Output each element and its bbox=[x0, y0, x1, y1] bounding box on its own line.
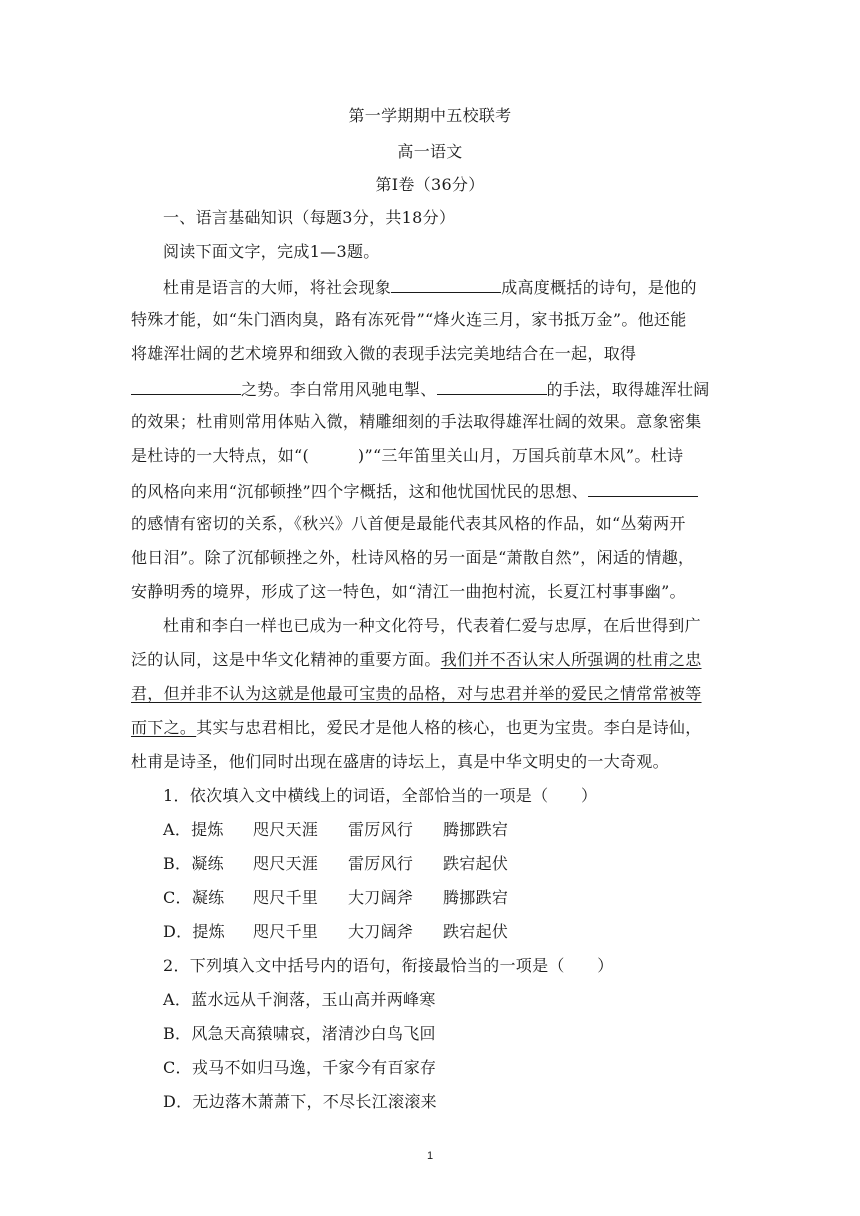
option-text: C．凝练 bbox=[163, 888, 225, 907]
option-text: 跌宕起伏 bbox=[443, 854, 509, 873]
option-text: D．提炼 bbox=[163, 922, 226, 941]
passage-line: 杜甫是诗圣，他们同时出现在盛唐的诗坛上，真是中华文明史的一大奇观。 bbox=[131, 752, 669, 771]
option-text: B．凝练 bbox=[163, 854, 224, 873]
volume-title: 第Ⅰ卷（36分） bbox=[375, 175, 485, 194]
option-text: 咫尺天涯 bbox=[253, 854, 319, 873]
passage-line: 杜甫和李白一样也已成为一种文化符号，代表着仁爱与忠厚，在后世得到广 bbox=[163, 616, 701, 635]
option-text: 腾挪跌宕 bbox=[443, 820, 509, 839]
passage-line: 特殊才能，如“朱门酒肉臭，路有冻死骨”“烽火连三月，家书抵万金”。他还能 bbox=[131, 310, 687, 329]
question-option bbox=[163, 820, 508, 840]
passage-text: 其实与忠君相比，爱民才是他人格的核心，也更为宝贵。李白是诗仙， bbox=[196, 718, 702, 737]
subject-title: 高一语文 bbox=[397, 142, 463, 161]
passage-line bbox=[131, 718, 702, 738]
option-text: 跌宕起伏 bbox=[443, 922, 509, 941]
option-text: 雷厉风行 bbox=[348, 854, 414, 873]
fill-blank bbox=[131, 378, 241, 395]
passage-text: 的风格向来用“沉郁顿挫”四个字概括，这和他忧国忧民的思想、 bbox=[131, 482, 589, 501]
fill-blank bbox=[391, 276, 501, 293]
underlined-sentence: 君，但并非不认为这就是他最可宝贵的品格，对与忠君并举的爱民之情常常被等 bbox=[131, 684, 702, 703]
option-text: 咫尺千里 bbox=[253, 922, 319, 941]
passage-line: 的感情有密切的关系，《秋兴》八首便是最能代表其风格的作品，如“丛菊两开 bbox=[131, 514, 686, 533]
option-text: 咫尺千里 bbox=[253, 888, 319, 907]
underlined-sentence: 而下之。 bbox=[131, 718, 197, 737]
fill-blank bbox=[437, 378, 547, 395]
option-text: 雷厉风行 bbox=[348, 820, 414, 839]
question-stem: 1．依次填入文中横线上的词语，全部恰当的一项是（ ） bbox=[163, 786, 598, 805]
passage-text: 泛的认同，这是中华文化精神的重要方面。 bbox=[131, 650, 441, 669]
passage-line bbox=[131, 378, 710, 400]
passage-line bbox=[163, 276, 697, 298]
passage-line: 他日泪”。除了沉郁顿挫之外，杜诗风格的另一面是“萧散自然”，闲适的情趣， bbox=[131, 548, 695, 567]
passage-line: 是杜诗的一大特点，如“( )”“三年笛里关山月，万国兵前草木风”。杜诗 bbox=[131, 446, 684, 465]
fill-blank bbox=[588, 480, 698, 497]
question-option bbox=[163, 922, 508, 942]
passage-line bbox=[131, 480, 698, 502]
question-stem: 2．下列填入文中括号内的语句，衔接最恰当的一项是（ ） bbox=[163, 956, 614, 975]
underlined-sentence: 我们并不否认宋人所强调的杜甫之忠 bbox=[440, 650, 702, 669]
option-text: 大刀阔斧 bbox=[348, 922, 414, 941]
option-text: 腾挪跌宕 bbox=[443, 888, 509, 907]
option-text: 咫尺天涯 bbox=[253, 820, 319, 839]
passage-line bbox=[131, 650, 702, 670]
passage-line: 将雄浑壮阔的艺术境界和细致入微的表现手法完美地结合在一起，取得 bbox=[131, 344, 637, 363]
passage-text: 的手法，取得雄浑壮阔 bbox=[546, 380, 710, 399]
question-option: D．无边落木萧萧下，不尽长江滚滚来 bbox=[163, 1092, 437, 1111]
passage-text: 之势。李白常用风驰电掣、 bbox=[241, 380, 437, 399]
passage-text: 杜甫是语言的大师，将社会现象 bbox=[163, 278, 392, 297]
passage-line: 的效果；杜甫则常用体贴入微，精雕细刻的手法取得雄浑壮阔的效果。意象密集 bbox=[131, 412, 702, 431]
passage-line: 安静明秀的境界，形成了这一特色，如“清江一曲抱村流，长夏江村事事幽”。 bbox=[131, 582, 686, 601]
option-text: 大刀阔斧 bbox=[348, 888, 414, 907]
question-option: B．风急天高猿啸哀，渚清沙白鸟飞回 bbox=[163, 1024, 436, 1043]
passage-text: 成高度概括的诗句，是他的 bbox=[501, 278, 697, 297]
question-option: C．戎马不如归马逸，千家今有百家存 bbox=[163, 1058, 437, 1077]
question-option: A．蓝水远从千涧落，玉山高并两峰寒 bbox=[163, 990, 436, 1009]
reading-instruction: 阅读下面文字，完成1—3题。 bbox=[163, 242, 380, 261]
question-option bbox=[163, 888, 508, 908]
option-text: A．提炼 bbox=[163, 820, 224, 839]
question-option bbox=[163, 854, 508, 874]
exam-title: 第一学期期中五校联考 bbox=[348, 106, 512, 125]
page-number: 1 bbox=[426, 1150, 434, 1162]
section-heading: 一、语言基础知识（每题3分，共18分） bbox=[163, 208, 456, 227]
